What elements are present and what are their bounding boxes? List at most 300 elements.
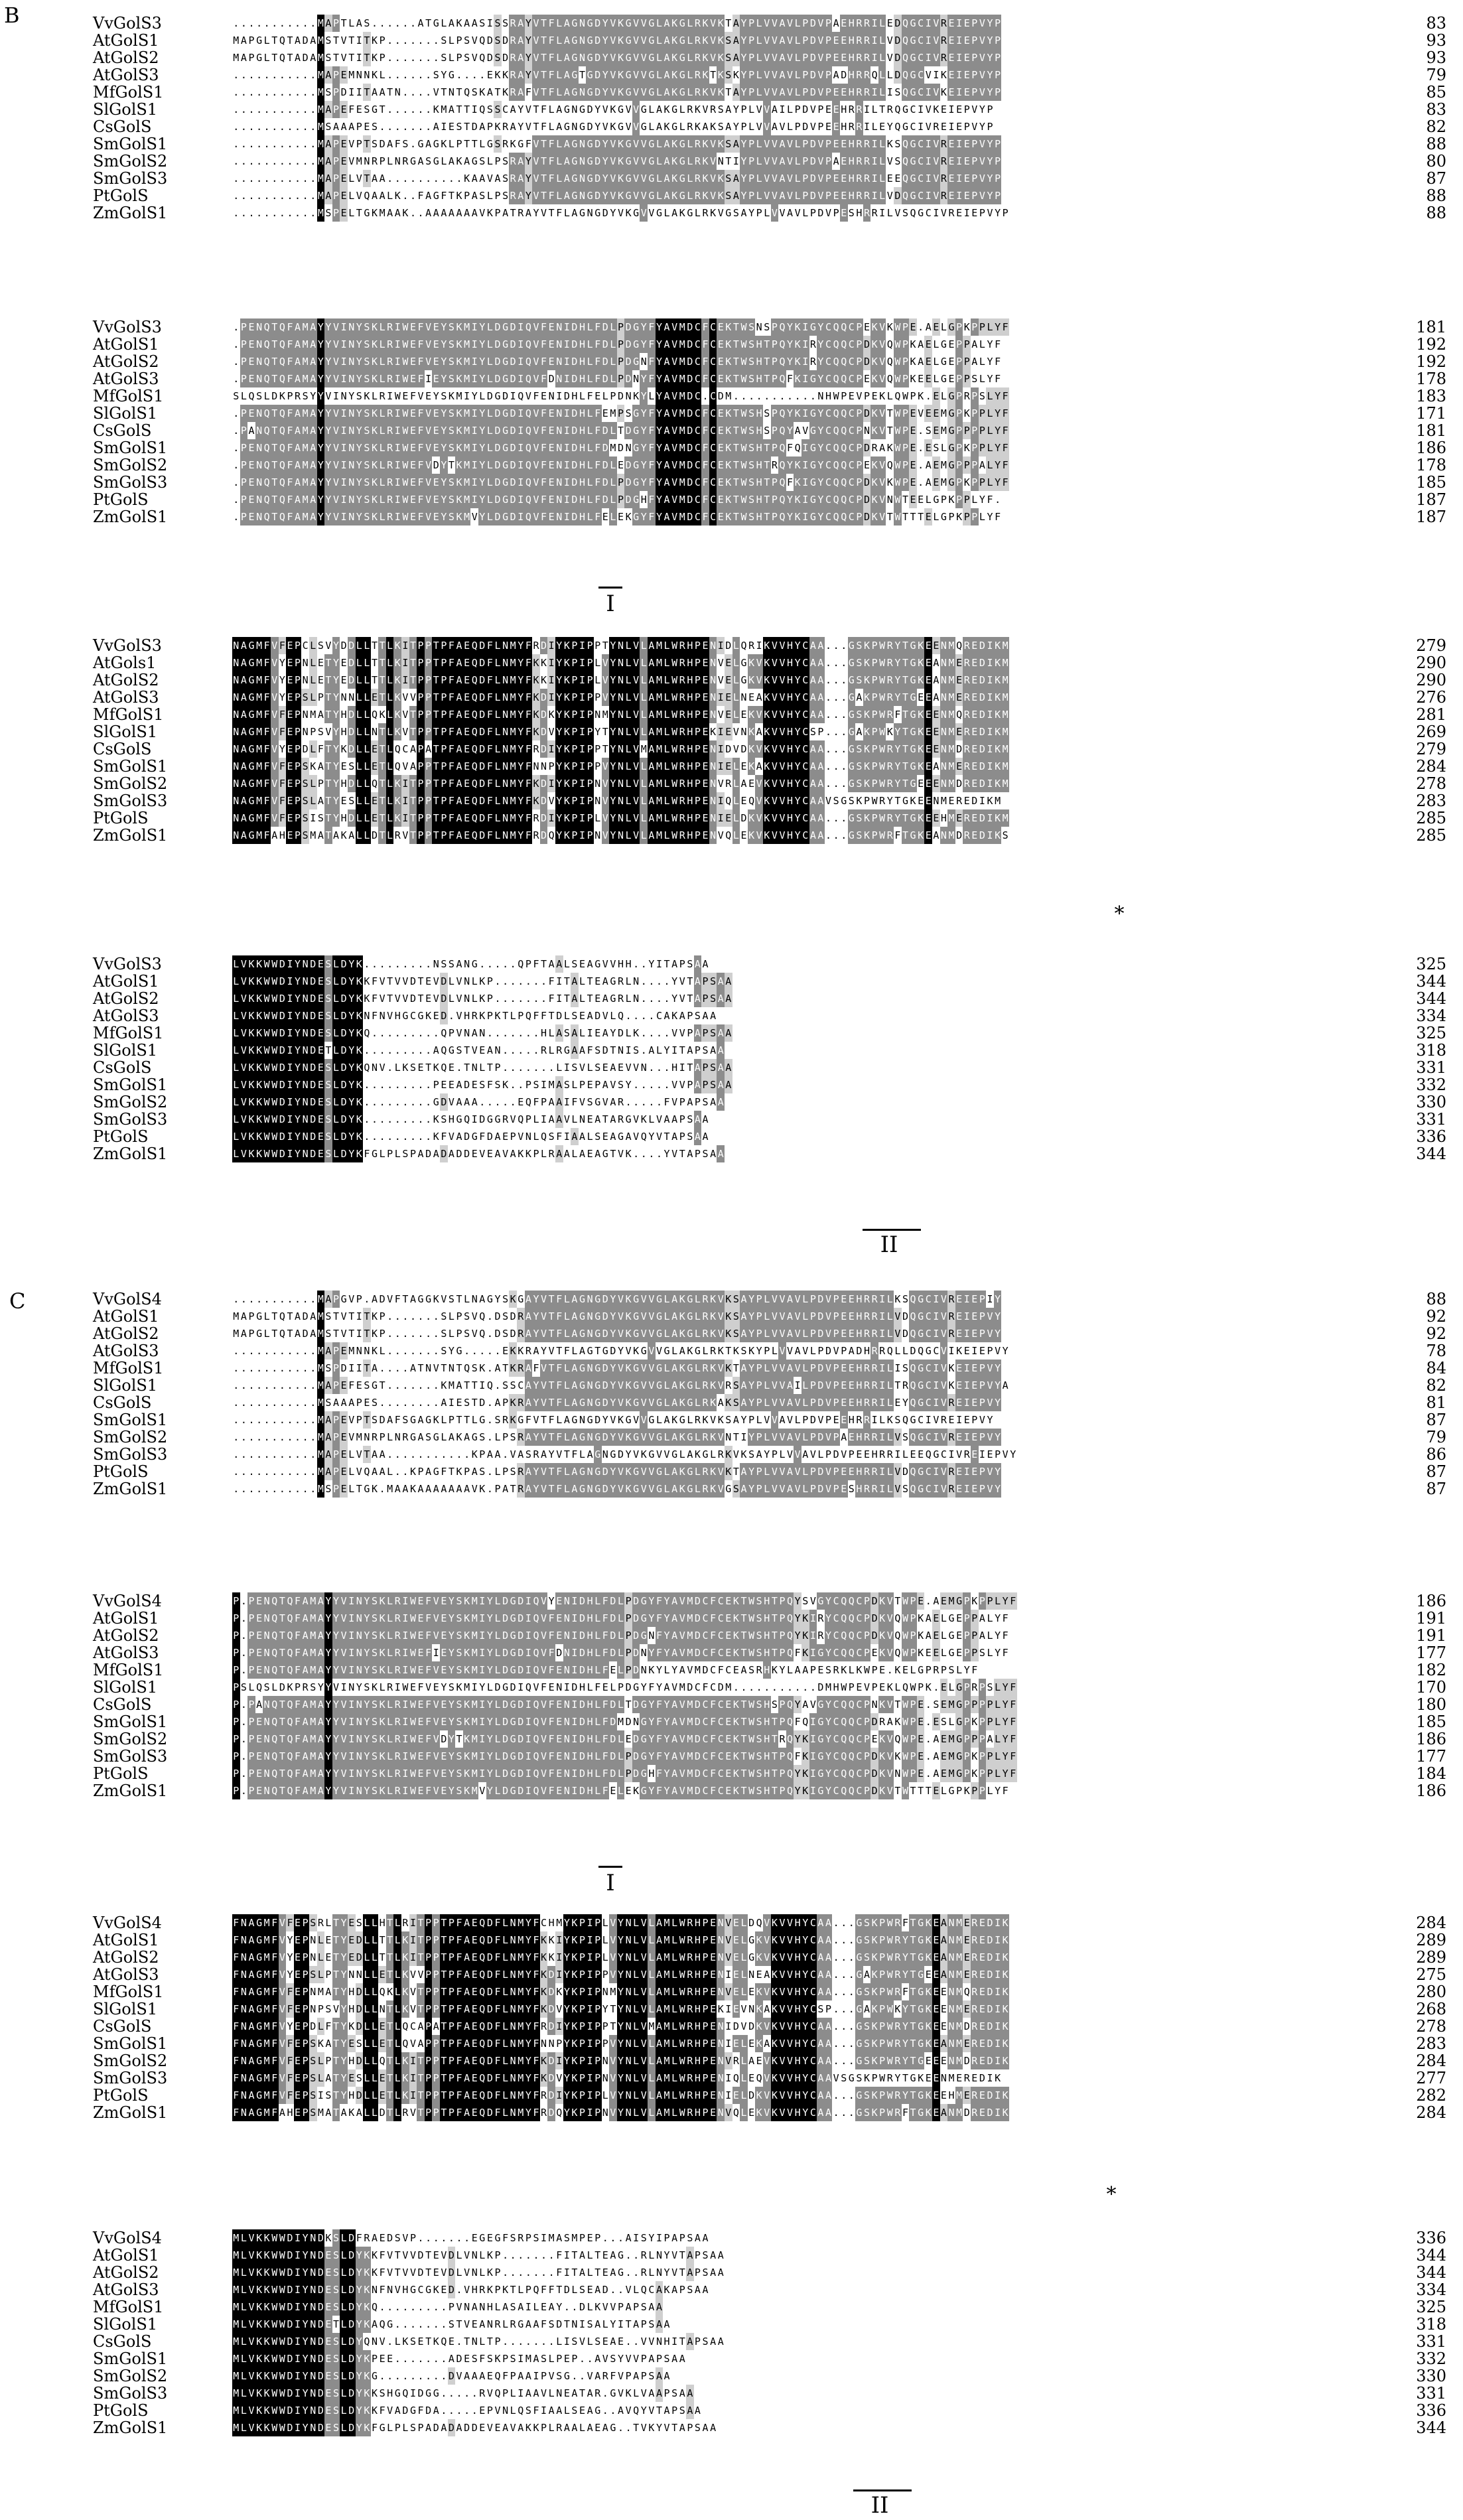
- residue: S: [932, 439, 940, 456]
- residue: Q: [247, 387, 255, 405]
- residue: .: [648, 1145, 656, 1162]
- residue: V: [271, 792, 279, 809]
- residue: M: [678, 422, 686, 439]
- residue: P: [547, 758, 555, 775]
- residue: S: [371, 118, 379, 135]
- residue: .: [294, 1342, 302, 1360]
- residue: N: [940, 671, 948, 689]
- residue: I: [924, 153, 932, 170]
- residue: Y: [656, 422, 663, 439]
- residue: P: [294, 740, 302, 758]
- residue: .: [286, 84, 294, 101]
- residue: A: [809, 654, 817, 671]
- residue: P: [694, 654, 702, 671]
- residue: .: [371, 1076, 379, 1093]
- residue: K: [494, 66, 502, 84]
- residue: .: [640, 1093, 648, 1111]
- residue: E: [409, 456, 417, 474]
- residue: P: [294, 671, 302, 689]
- residue: G: [455, 1342, 463, 1360]
- residue: E: [840, 153, 848, 170]
- residue: Y: [348, 1007, 356, 1024]
- residue: L: [763, 204, 771, 222]
- residue: W: [671, 654, 679, 671]
- residue: T: [602, 723, 610, 740]
- residue: D: [571, 508, 579, 525]
- residue: S: [401, 135, 409, 153]
- residue: G: [247, 740, 255, 758]
- residue: D: [309, 1145, 317, 1162]
- residue: A: [448, 204, 456, 222]
- residue: T: [448, 456, 456, 474]
- residue: G: [902, 792, 910, 809]
- residue: Y: [740, 153, 748, 170]
- residue: E: [586, 1076, 594, 1093]
- sequence-name: SmGolS3: [93, 1110, 168, 1129]
- residue: V: [271, 809, 279, 827]
- residue: K: [563, 740, 571, 758]
- residue: Y: [732, 118, 740, 135]
- residue: V: [240, 1145, 248, 1162]
- residue: G: [648, 15, 656, 32]
- residue: V: [778, 723, 786, 740]
- residue: A: [571, 204, 579, 222]
- residue-position: 331: [1416, 1110, 1446, 1129]
- residue: K: [917, 758, 925, 775]
- residue: .: [448, 1007, 456, 1024]
- residue: D: [340, 990, 348, 1007]
- residue: N: [502, 792, 510, 809]
- residue: E: [840, 1325, 848, 1342]
- residue: S: [301, 689, 309, 706]
- residue: V: [794, 1308, 801, 1325]
- residue: A: [309, 353, 317, 370]
- residue: E: [463, 758, 471, 775]
- residue: S: [324, 955, 332, 973]
- residue: Y: [294, 955, 302, 973]
- residue: H: [540, 1024, 548, 1042]
- residue: Y: [525, 170, 533, 187]
- residue: N: [301, 654, 309, 671]
- residue: .: [640, 1042, 648, 1059]
- residue: E: [725, 809, 732, 827]
- residue: F: [594, 508, 602, 525]
- residue: K: [725, 456, 732, 474]
- residue: M: [348, 66, 356, 84]
- residue: K: [794, 353, 801, 370]
- residue: Y: [317, 456, 325, 474]
- residue: L: [363, 809, 371, 827]
- residue: Y: [886, 118, 894, 135]
- residue: A: [563, 1145, 571, 1162]
- residue: F: [525, 775, 533, 792]
- residue: .: [417, 1024, 425, 1042]
- residue: T: [547, 204, 555, 222]
- residue: M: [317, 1342, 325, 1360]
- residue: H: [686, 792, 694, 809]
- residue: D: [809, 32, 817, 49]
- residue: .: [294, 153, 302, 170]
- sequence-name: ZmGolS1: [93, 826, 168, 845]
- residue: L: [378, 405, 386, 422]
- residue: S: [855, 654, 863, 671]
- residue: V: [678, 990, 686, 1007]
- residue: N: [255, 405, 263, 422]
- residue: E: [247, 318, 255, 336]
- residue: T: [432, 671, 440, 689]
- residue: M: [317, 32, 325, 49]
- residue: L: [486, 336, 494, 353]
- residue: Y: [317, 336, 325, 353]
- residue-position: 318: [1416, 1041, 1446, 1060]
- residue: .: [247, 84, 255, 101]
- residue: V: [401, 758, 409, 775]
- residue: N: [709, 809, 717, 827]
- residue: Y: [348, 955, 356, 973]
- residue: H: [848, 135, 856, 153]
- residue: .: [917, 318, 925, 336]
- residue: .: [271, 15, 279, 32]
- residue: D: [340, 1059, 348, 1076]
- residue: P: [963, 101, 971, 118]
- residue: K: [247, 955, 255, 973]
- residue: Q: [478, 1325, 486, 1342]
- residue: L: [555, 32, 563, 49]
- residue: .: [425, 49, 433, 66]
- residue: V: [540, 204, 548, 222]
- residue: D: [624, 474, 632, 491]
- residue: L: [586, 1059, 594, 1076]
- residue: G: [617, 101, 625, 118]
- residue: .: [378, 1076, 386, 1093]
- residue: Q: [440, 1059, 448, 1076]
- residue: G: [502, 491, 510, 508]
- residue: L: [332, 973, 340, 990]
- residue: L: [547, 118, 555, 135]
- residue: .: [271, 84, 279, 101]
- residue: K: [532, 706, 540, 723]
- residue: P: [871, 775, 878, 792]
- residue: L: [494, 637, 502, 654]
- residue: .: [279, 1291, 287, 1308]
- residue: .: [840, 740, 848, 758]
- residue: .: [232, 15, 240, 32]
- residue: L: [263, 32, 271, 49]
- residue: R: [963, 387, 971, 405]
- residue: V: [771, 84, 779, 101]
- residue: V: [632, 1128, 640, 1145]
- residue: L: [624, 809, 632, 827]
- sequence-name: MfGolS1: [93, 1359, 164, 1377]
- residue: P: [979, 439, 987, 456]
- residue: T: [378, 689, 386, 706]
- residue: S: [448, 336, 456, 353]
- residue: E: [932, 740, 940, 758]
- residue: .: [393, 66, 401, 84]
- residue: N: [555, 474, 563, 491]
- residue: F: [417, 422, 425, 439]
- residue: R: [855, 101, 863, 118]
- residue: L: [686, 15, 694, 32]
- residue: M: [509, 654, 517, 671]
- residue: T: [286, 1325, 294, 1342]
- residue: A: [340, 118, 348, 135]
- residue: R: [863, 84, 871, 101]
- residue: .: [393, 1342, 401, 1360]
- residue: P: [586, 671, 594, 689]
- residue: L: [755, 49, 763, 66]
- residue: R: [947, 1325, 955, 1342]
- residue: D: [478, 706, 486, 723]
- residue: L: [363, 671, 371, 689]
- residue: D: [478, 792, 486, 809]
- residue: S: [317, 637, 325, 654]
- residue: .: [417, 170, 425, 187]
- residue: I: [340, 439, 348, 456]
- residue: P: [825, 66, 833, 84]
- residue: .: [502, 955, 510, 973]
- residue: K: [748, 723, 756, 740]
- residue: Y: [594, 101, 602, 118]
- residue: G: [586, 66, 594, 84]
- residue: T: [432, 689, 440, 706]
- residue: H: [863, 1342, 871, 1360]
- residue: F: [547, 15, 555, 32]
- residue: A: [809, 809, 817, 827]
- residue: V: [532, 32, 540, 49]
- residue: G: [809, 439, 817, 456]
- residue: A: [671, 1325, 679, 1342]
- residue: .: [432, 1024, 440, 1042]
- residue: S: [440, 1308, 448, 1325]
- residue: T: [540, 153, 548, 170]
- residue: K: [617, 84, 625, 101]
- residue: A: [547, 1111, 555, 1128]
- residue: S: [563, 1076, 571, 1093]
- residue: V: [640, 170, 648, 187]
- residue: .: [286, 101, 294, 118]
- residue: K: [794, 456, 801, 474]
- residue: D: [478, 654, 486, 671]
- residue: L: [448, 973, 456, 990]
- residue: S: [725, 187, 732, 204]
- residue: L: [363, 740, 371, 758]
- residue: K: [517, 1342, 525, 1360]
- residue: I: [778, 101, 786, 118]
- residue: .: [309, 1291, 317, 1308]
- residue: G: [363, 204, 371, 222]
- residue: T: [432, 809, 440, 827]
- residue: E: [840, 84, 848, 101]
- residue: S: [748, 370, 756, 387]
- residue: .: [301, 153, 309, 170]
- residue: A: [571, 973, 579, 990]
- residue: E: [470, 1076, 478, 1093]
- residue: .: [378, 1111, 386, 1128]
- residue: K: [863, 775, 871, 792]
- residue: G: [609, 990, 617, 1007]
- residue: V: [609, 187, 617, 204]
- residue: N: [940, 775, 948, 792]
- residue: .: [294, 84, 302, 101]
- residue: P: [855, 405, 863, 422]
- residue: V: [932, 15, 940, 32]
- residue: .: [417, 955, 425, 973]
- residue: P: [240, 422, 248, 439]
- residue: A: [294, 370, 302, 387]
- residue: .: [401, 101, 409, 118]
- residue: R: [509, 170, 517, 187]
- residue: D: [602, 1325, 610, 1342]
- residue: .: [494, 1024, 502, 1042]
- residue: Y: [517, 723, 525, 740]
- residue: Q: [748, 792, 756, 809]
- residue: .: [386, 1308, 394, 1325]
- residue: D: [540, 706, 548, 723]
- residue: G: [924, 1342, 932, 1360]
- residue: K: [940, 84, 948, 101]
- residue: V: [986, 204, 994, 222]
- residue: R: [955, 792, 963, 809]
- residue: I: [356, 84, 364, 101]
- residue: K: [455, 318, 463, 336]
- residue: A: [671, 1291, 679, 1308]
- residue: C: [924, 1308, 932, 1325]
- residue: E: [832, 84, 840, 101]
- residue: K: [763, 792, 771, 809]
- residue: V: [878, 353, 886, 370]
- residue: R: [863, 153, 871, 170]
- residue: C: [917, 66, 925, 84]
- residue: W: [393, 387, 401, 405]
- residue: V: [755, 671, 763, 689]
- residue: M: [255, 758, 263, 775]
- residue: .: [417, 204, 425, 222]
- residue: V: [602, 775, 610, 792]
- sequence-row: [232, 689, 1009, 706]
- residue: E: [401, 387, 409, 405]
- residue: .: [232, 153, 240, 170]
- residue: L: [232, 1042, 240, 1059]
- residue: T: [378, 758, 386, 775]
- residue: K: [617, 153, 625, 170]
- residue: S: [324, 32, 332, 49]
- residue: L: [794, 135, 801, 153]
- residue: Y: [317, 474, 325, 491]
- residue: K: [540, 654, 548, 671]
- residue: T: [763, 439, 771, 456]
- residue: K: [371, 1308, 379, 1325]
- residue: M: [255, 723, 263, 740]
- residue: C: [917, 32, 925, 49]
- residue: G: [640, 1342, 648, 1360]
- residue: L: [356, 706, 364, 723]
- residue: K: [255, 1128, 263, 1145]
- residue: C: [825, 336, 833, 353]
- residue: P: [586, 775, 594, 792]
- residue: I: [340, 508, 348, 525]
- residue: V: [470, 1042, 478, 1059]
- residue: P: [317, 689, 325, 706]
- residue: A: [517, 49, 525, 66]
- residue: S: [494, 135, 502, 153]
- residue: K: [917, 723, 925, 740]
- residue: E: [924, 723, 932, 740]
- residue: N: [555, 353, 563, 370]
- residue: .: [486, 955, 494, 973]
- residue: V: [940, 204, 948, 222]
- residue: S: [324, 49, 332, 66]
- residue: R: [855, 66, 863, 84]
- residue: E: [924, 706, 932, 723]
- residue: A: [309, 32, 317, 49]
- residue: P: [855, 508, 863, 525]
- residue: R: [748, 637, 756, 654]
- residue: R: [678, 671, 686, 689]
- residue: D: [348, 706, 356, 723]
- sequence-row: [232, 955, 709, 973]
- residue: L: [902, 1342, 910, 1360]
- residue: I: [470, 370, 478, 387]
- residue: P: [963, 353, 971, 370]
- residue: I: [517, 474, 525, 491]
- residue: L: [886, 387, 894, 405]
- residue: M: [317, 84, 325, 101]
- residue: L: [932, 336, 940, 353]
- residue: .: [232, 370, 240, 387]
- residue: P: [832, 1308, 840, 1325]
- residue: P: [525, 955, 533, 973]
- residue: S: [848, 792, 856, 809]
- residue: G: [632, 491, 640, 508]
- residue: M: [656, 758, 663, 775]
- residue-position: 83: [1426, 100, 1446, 119]
- residue-position: 334: [1416, 1007, 1446, 1025]
- residue: N: [640, 353, 648, 370]
- residue: .: [486, 1342, 494, 1360]
- residue: H: [579, 508, 587, 525]
- residue: L: [609, 474, 617, 491]
- sequence-row: [232, 153, 1001, 170]
- residue-positions: [1393, 1291, 1446, 1498]
- residue: L: [794, 187, 801, 204]
- residue: Q: [955, 637, 963, 654]
- residue: Y: [817, 370, 825, 387]
- residue: G: [502, 336, 510, 353]
- residue: K: [709, 204, 717, 222]
- residue: V: [771, 15, 779, 32]
- residue: R: [947, 1291, 955, 1308]
- residue: Y: [817, 508, 825, 525]
- residue: .: [417, 66, 425, 84]
- residue: L: [232, 973, 240, 990]
- residue: S: [971, 370, 979, 387]
- residue: S: [502, 187, 510, 204]
- residue: W: [263, 1007, 271, 1024]
- residue: Q: [371, 706, 379, 723]
- residue: S: [494, 15, 502, 32]
- residue: V: [771, 1291, 779, 1308]
- residue: .: [240, 15, 248, 32]
- sequence-name: SmGolS2: [93, 1093, 168, 1111]
- residue: P: [971, 318, 979, 336]
- residue: Y: [986, 508, 994, 525]
- residue: C: [848, 318, 856, 336]
- residue: V: [678, 973, 686, 990]
- residue: H: [786, 758, 794, 775]
- residue: S: [494, 32, 502, 49]
- residue: Y: [324, 422, 332, 439]
